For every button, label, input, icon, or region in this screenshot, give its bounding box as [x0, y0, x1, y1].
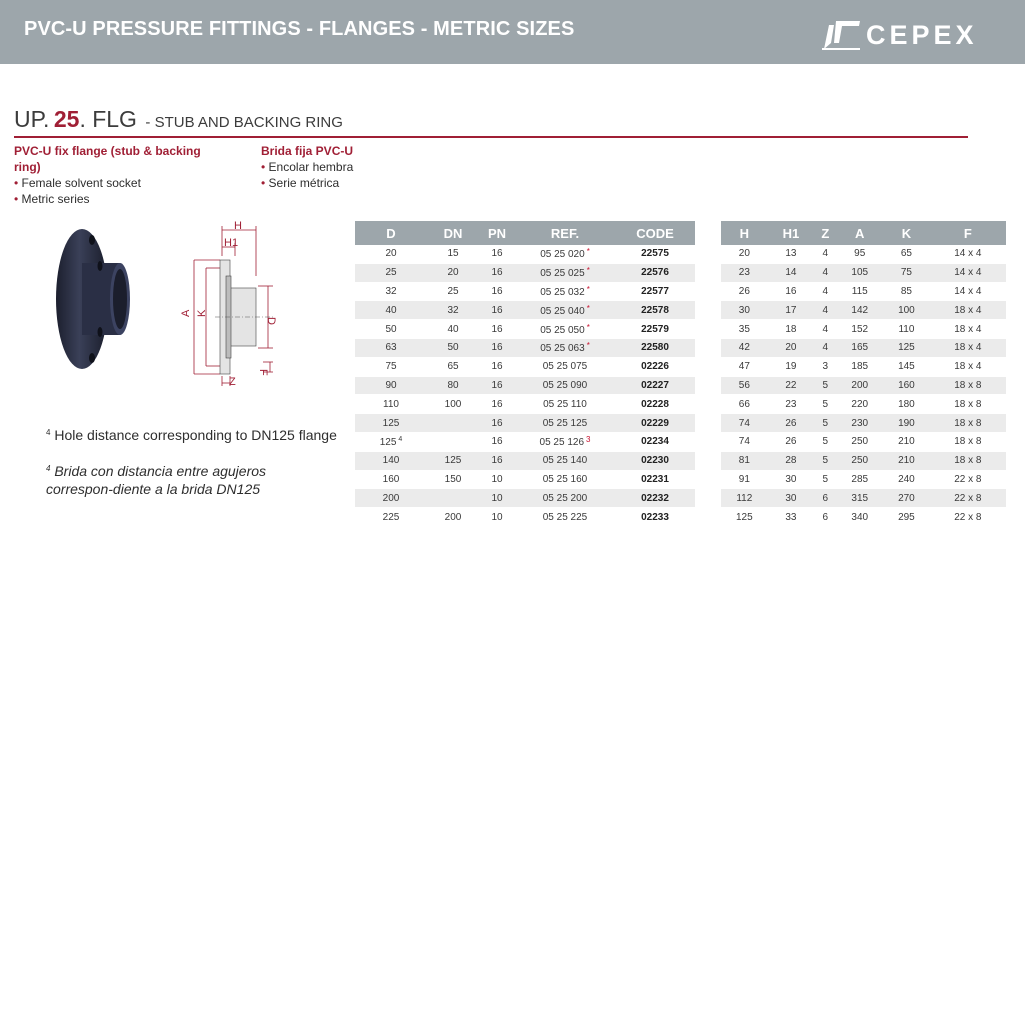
cell-code: 02234	[615, 432, 695, 451]
product-title	[14, 106, 968, 138]
cell-a: 285	[836, 470, 883, 489]
table-row	[355, 451, 695, 470]
table-row	[355, 395, 695, 414]
cell-ref: 05 25 200	[515, 489, 615, 508]
cell-dn: 15	[427, 245, 479, 263]
cell-ref: 05 25 020 *	[515, 245, 615, 263]
cell-ref: 05 25 126 $^3$	[515, 432, 615, 451]
table-row	[355, 508, 695, 527]
cell-k: 210	[883, 432, 930, 451]
cell-h: 74	[721, 414, 768, 433]
cell-f: 14 x 4	[930, 263, 1006, 282]
cell-h: 23	[721, 263, 768, 282]
cell-h: 42	[721, 338, 768, 357]
cell-pn: 16	[479, 245, 515, 263]
cell-ref: 05 25 075	[515, 357, 615, 376]
cell-code: 02228	[615, 395, 695, 414]
reference-marker: *	[586, 284, 590, 294]
cell-h1: 18	[768, 320, 815, 339]
cell-f: 18 x 8	[930, 451, 1006, 470]
cell-pn: 16	[479, 395, 515, 414]
cell-code: 22580	[615, 338, 695, 357]
cell-k: 180	[883, 395, 930, 414]
table-header-cell: H	[721, 221, 768, 245]
bullet-icon: •	[14, 176, 19, 190]
logo-text: CEPEX	[866, 20, 978, 50]
cell-d: 110	[355, 395, 427, 414]
cell-h: 20	[721, 245, 768, 263]
description-bullet-es: • Encolar hembra	[261, 160, 354, 174]
dimension-label-h1: H1	[224, 237, 239, 249]
table-row	[355, 432, 695, 451]
table-row	[721, 357, 1006, 376]
table-row	[355, 357, 695, 376]
cell-a: 105	[836, 263, 883, 282]
cell-a: 340	[836, 508, 883, 527]
cell-h1: 20	[768, 338, 815, 357]
cell-f: 18 x 8	[930, 395, 1006, 414]
cell-h1: 28	[768, 451, 815, 470]
cell-h1: 26	[768, 432, 815, 451]
cell-a: 250	[836, 451, 883, 470]
table-header-cell: H1	[768, 221, 815, 245]
cell-d: 63	[355, 338, 427, 357]
cell-f: 22 x 8	[930, 470, 1006, 489]
header-title: PVC-U PRESSURE FITTINGS - FLANGES - METRIC SIZES	[24, 18, 575, 40]
table-row	[355, 414, 695, 433]
table-header-cell: F	[930, 221, 1006, 245]
table-row	[721, 320, 1006, 339]
cell-k: 145	[883, 357, 930, 376]
cell-f: 18 x 8	[930, 376, 1006, 395]
cell-h: 125	[721, 508, 768, 527]
cell-dn: 50	[427, 338, 479, 357]
description-spanish	[261, 143, 461, 191]
cell-f: 22 x 8	[930, 508, 1006, 527]
cell-f: 18 x 4	[930, 338, 1006, 357]
cell-pn: 16	[479, 357, 515, 376]
cell-h: 56	[721, 376, 768, 395]
cell-a: 200	[836, 376, 883, 395]
description-english	[14, 143, 214, 207]
cell-pn: 16	[479, 282, 515, 301]
bullet-icon: •	[261, 176, 266, 190]
cell-pn: 10	[479, 470, 515, 489]
cell-dn	[427, 489, 479, 508]
table-row	[721, 263, 1006, 282]
description-title-es: Brida fija PVC-U	[261, 144, 354, 158]
cell-h: 35	[721, 320, 768, 339]
cell-a: 185	[836, 357, 883, 376]
table-row	[355, 282, 695, 301]
cell-ref: 05 25 160	[515, 470, 615, 489]
cell-code: 02229	[615, 414, 695, 433]
cell-h: 74	[721, 432, 768, 451]
title-subtitle: - STUB AND BACKING RING	[145, 114, 343, 131]
cell-code: 22575	[615, 245, 695, 263]
footnote-marker: 4	[46, 428, 51, 437]
table-header-cell: CODE	[615, 221, 695, 245]
cell-ref: 05 25 140	[515, 451, 615, 470]
cell-pn: 16	[479, 301, 515, 320]
cell-d: 200	[355, 489, 427, 508]
cell-f: 18 x 8	[930, 432, 1006, 451]
cell-z: 5	[814, 451, 836, 470]
dimensions-table	[721, 221, 1006, 527]
cell-d: 50	[355, 320, 427, 339]
cell-a: 152	[836, 320, 883, 339]
table-header-cell: K	[883, 221, 930, 245]
cell-h1: 13	[768, 245, 815, 263]
description-bullet-en: • Metric series	[14, 192, 90, 206]
cell-pn: 16	[479, 338, 515, 357]
cell-z: 4	[814, 263, 836, 282]
table-header-cell: REF.	[515, 221, 615, 245]
table-header-row	[721, 221, 1006, 245]
cell-d: 32	[355, 282, 427, 301]
table-row	[721, 432, 1006, 451]
cell-ref: 05 25 225	[515, 508, 615, 527]
cell-dn: 150	[427, 470, 479, 489]
cell-f: 18 x 4	[930, 301, 1006, 320]
footnote-marker: 4	[46, 464, 51, 473]
cell-code: 02231	[615, 470, 695, 489]
table-row	[721, 282, 1006, 301]
cell-code: 22578	[615, 301, 695, 320]
reference-marker: *	[586, 247, 590, 257]
cell-z: 5	[814, 432, 836, 451]
dimension-label-f: F	[257, 369, 269, 376]
cell-h: 112	[721, 489, 768, 508]
table-header-row	[355, 221, 695, 245]
cell-code: 02226	[615, 357, 695, 376]
cell-h1: 23	[768, 395, 815, 414]
table-row	[355, 320, 695, 339]
table-row	[721, 470, 1006, 489]
cell-code: 22576	[615, 263, 695, 282]
cell-dn: 80	[427, 376, 479, 395]
table-row	[721, 376, 1006, 395]
table-row	[721, 489, 1006, 508]
cell-h1: 30	[768, 489, 815, 508]
table-row	[355, 245, 695, 263]
cell-z: 4	[814, 301, 836, 320]
dimension-label-z: Z	[229, 376, 236, 388]
cell-ref: 05 25 125	[515, 414, 615, 433]
cell-dn	[427, 432, 479, 451]
bullet-icon: •	[261, 160, 266, 174]
cell-dn: 25	[427, 282, 479, 301]
cell-pn: 10	[479, 489, 515, 508]
table-row	[721, 301, 1006, 320]
cell-dn: 200	[427, 508, 479, 527]
cell-h1: 22	[768, 376, 815, 395]
cell-f: 14 x 4	[930, 245, 1006, 263]
cell-h1: 30	[768, 470, 815, 489]
reference-marker: *	[586, 322, 590, 332]
bullet-icon: •	[14, 192, 19, 206]
cell-z: 4	[814, 245, 836, 263]
cell-k: 270	[883, 489, 930, 508]
table-row	[721, 414, 1006, 433]
cell-a: 315	[836, 489, 883, 508]
cell-a: 220	[836, 395, 883, 414]
cell-h: 30	[721, 301, 768, 320]
cell-d: 20	[355, 245, 427, 263]
title-code: . FLG	[79, 106, 137, 132]
cell-ref: 05 25 050 *	[515, 320, 615, 339]
cell-ref: 05 25 110	[515, 395, 615, 414]
dimension-label-k: K	[196, 309, 208, 317]
table-row	[355, 470, 695, 489]
table-header-cell: DN	[427, 221, 479, 245]
table-header-cell: A	[836, 221, 883, 245]
cell-h1: 16	[768, 282, 815, 301]
cell-h1: 33	[768, 508, 815, 527]
description-bullet-es: • Serie métrica	[261, 176, 340, 190]
flange-product-image	[52, 226, 134, 372]
reference-marker: *	[586, 303, 590, 313]
cell-pn: 16	[479, 263, 515, 282]
cell-z: 5	[814, 414, 836, 433]
cell-ref: 05 25 032 *	[515, 282, 615, 301]
cell-a: 250	[836, 432, 883, 451]
cell-z: 5	[814, 395, 836, 414]
cell-code: 22577	[615, 282, 695, 301]
cell-pn: 16	[479, 376, 515, 395]
cell-code: 02233	[615, 508, 695, 527]
reference-marker: *	[586, 266, 590, 276]
cell-d: 225	[355, 508, 427, 527]
cell-dn: 100	[427, 395, 479, 414]
cell-a: 95	[836, 245, 883, 263]
cell-h1: 26	[768, 414, 815, 433]
cell-a: 115	[836, 282, 883, 301]
cell-d: 25	[355, 263, 427, 282]
cell-dn	[427, 414, 479, 433]
table-header-cell: D	[355, 221, 427, 245]
cell-pn: 10	[479, 508, 515, 527]
cell-f: 18 x 8	[930, 414, 1006, 433]
page-header	[0, 0, 1025, 64]
dimension-label-d: D	[265, 317, 277, 325]
cell-z: 6	[814, 508, 836, 527]
cell-a: 165	[836, 338, 883, 357]
description-bullet-en: • Female solvent socket	[14, 176, 141, 190]
dimension-label-a: A	[180, 309, 192, 317]
cell-z: 6	[814, 489, 836, 508]
table-row	[355, 301, 695, 320]
table-row	[721, 338, 1006, 357]
cell-k: 210	[883, 451, 930, 470]
table-row	[721, 451, 1006, 470]
footnote-spanish: $^4$ Brida con distancia entre agujeros correspon-diente a la brida DN125	[46, 463, 267, 497]
cell-h: 66	[721, 395, 768, 414]
cell-h: 81	[721, 451, 768, 470]
cell-z: 5	[814, 376, 836, 395]
cell-k: 110	[883, 320, 930, 339]
dimension-label-h: H	[234, 220, 242, 232]
footnote-english: $^4$ Hole distance corresponding to DN125 flange	[46, 427, 337, 443]
cell-k: 160	[883, 376, 930, 395]
cell-h: 26	[721, 282, 768, 301]
table-row	[721, 508, 1006, 527]
reference-marker: *	[586, 341, 590, 351]
title-number: 25	[53, 106, 80, 132]
cell-pn: 16	[479, 414, 515, 433]
cell-a: 142	[836, 301, 883, 320]
cell-k: 100	[883, 301, 930, 320]
cell-k: 85	[883, 282, 930, 301]
cell-d: 125 $^4$	[355, 432, 427, 451]
table-header-cell: PN	[479, 221, 515, 245]
cell-a: 230	[836, 414, 883, 433]
cell-f: 14 x 4	[930, 282, 1006, 301]
cell-pn: 16	[479, 451, 515, 470]
cell-code: 02232	[615, 489, 695, 508]
cell-dn: 40	[427, 320, 479, 339]
cell-ref: 05 25 025 *	[515, 263, 615, 282]
table-row	[355, 376, 695, 395]
cell-d: 160	[355, 470, 427, 489]
cell-k: 190	[883, 414, 930, 433]
cell-h: 91	[721, 470, 768, 489]
cell-h: 47	[721, 357, 768, 376]
cell-d: 90	[355, 376, 427, 395]
table-row	[355, 338, 695, 357]
cell-dn: 32	[427, 301, 479, 320]
title-prefix: UP.	[14, 106, 50, 132]
cell-z: 4	[814, 320, 836, 339]
cell-z: 4	[814, 338, 836, 357]
cell-d: 75	[355, 357, 427, 376]
cell-ref: 05 25 090	[515, 376, 615, 395]
cell-f: 18 x 4	[930, 320, 1006, 339]
cell-dn: 125	[427, 451, 479, 470]
footnote-marker: 4	[398, 435, 403, 443]
cell-z: 3	[814, 357, 836, 376]
cell-pn: 16	[479, 320, 515, 339]
cell-k: 295	[883, 508, 930, 527]
cell-ref: 05 25 063 *	[515, 338, 615, 357]
table-row	[355, 263, 695, 282]
cell-code: 02227	[615, 376, 695, 395]
table-row	[355, 489, 695, 508]
cell-z: 5	[814, 470, 836, 489]
cell-k: 75	[883, 263, 930, 282]
cell-k: 65	[883, 245, 930, 263]
cell-h1: 17	[768, 301, 815, 320]
cell-f: 22 x 8	[930, 489, 1006, 508]
table-row	[721, 245, 1006, 263]
cell-d: 125	[355, 414, 427, 433]
table-header-cell: Z	[814, 221, 836, 245]
table-row	[721, 395, 1006, 414]
cell-k: 240	[883, 470, 930, 489]
flange-technical-drawing	[175, 216, 285, 391]
cell-k: 125	[883, 338, 930, 357]
cell-pn: 16	[479, 432, 515, 451]
cell-f: 18 x 4	[930, 357, 1006, 376]
cell-z: 4	[814, 282, 836, 301]
product-codes-table	[355, 221, 695, 527]
description-title-en: PVC-U fix flange (stub & backing ring)	[14, 144, 201, 174]
cell-h1: 19	[768, 357, 815, 376]
cell-ref: 05 25 040 *	[515, 301, 615, 320]
reference-marker: 3	[586, 435, 591, 445]
cell-dn: 65	[427, 357, 479, 376]
logo-mark-icon	[820, 19, 862, 51]
cell-h1: 14	[768, 263, 815, 282]
cell-d: 140	[355, 451, 427, 470]
cell-d: 40	[355, 301, 427, 320]
cell-dn: 20	[427, 263, 479, 282]
cell-code: 22579	[615, 320, 695, 339]
cell-code: 02230	[615, 451, 695, 470]
